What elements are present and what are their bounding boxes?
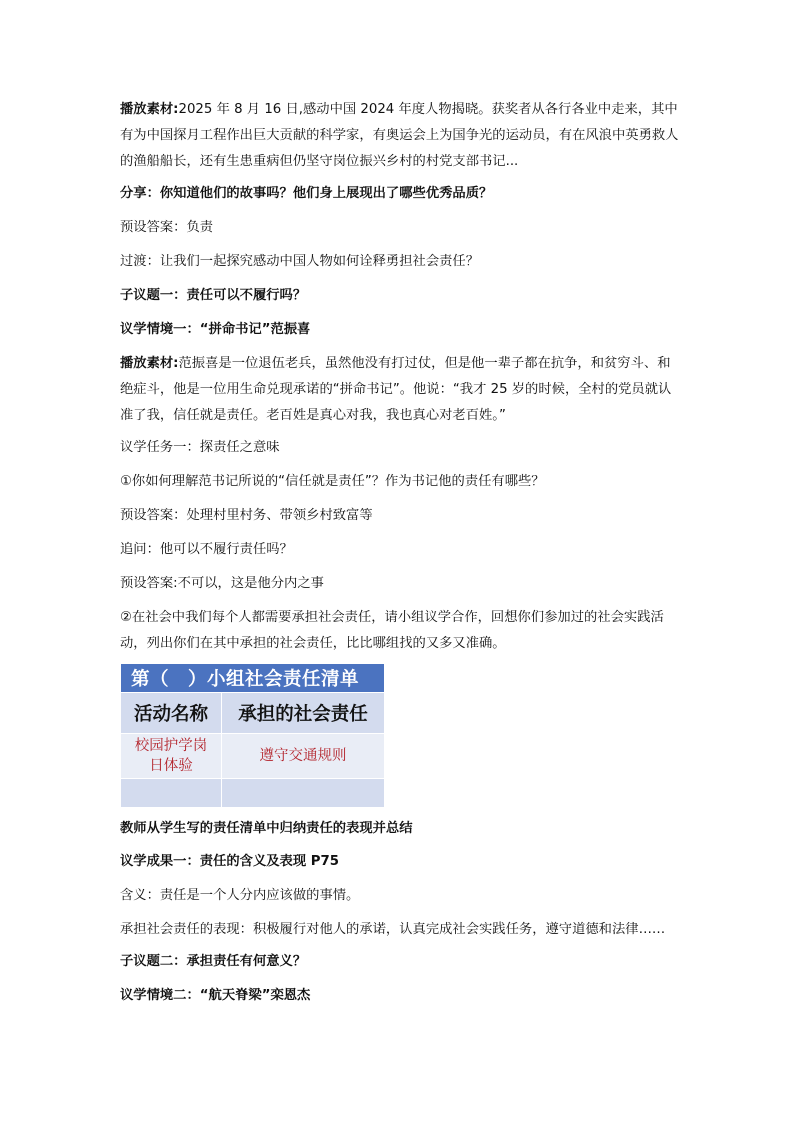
activity-line-2: 日体验 (149, 758, 193, 774)
transition-text: 过渡：让我们一起探究感动中国人物如何诠释勇担社会责任？ (120, 254, 480, 269)
document-body (120, 97, 680, 1017)
meaning-text: 含义：责任是一个人分内应该做的事情。 (120, 888, 360, 903)
scenario-2-heading: 议学情境二：“航天脊梁”栾恩杰 (120, 988, 311, 1003)
table-title: 第（ ）小组社会责任清单 (121, 664, 385, 693)
table-cell-responsibility: 遵守交通规则 (222, 734, 385, 779)
task-1-heading: 议学任务一：探责任之意味 (120, 440, 280, 455)
preset-answer-3: 预设答案:不可以，这是他分内之事 (120, 576, 324, 591)
responsibility-list-table (120, 663, 385, 808)
material-label: 播放素材: (120, 102, 179, 117)
material-label: 播放素材: (120, 356, 179, 371)
material-text: 2025 年 8 月 16 日,感动中国 2024 年度人物揭晓。获奖者从各行各业中走来，其中有为中国探月工程作出巨大贡献的科学家，有奥运会上为国争光的运动员，有在风浪中英勇救人的渔船船长，还有生患重病但仍坚守岗位振兴乡村的村党支部书记... (120, 102, 679, 169)
scenario-1-heading: 议学情境一：“拼命书记”范振喜 (120, 322, 311, 337)
sub-topic-2: 子议题二：承担责任有何意义？ (120, 954, 307, 969)
preset-answer-1: 预设答案：负责 (120, 220, 214, 235)
table-cell-empty (222, 779, 385, 808)
table-row-empty (121, 779, 385, 808)
sub-topic-1: 子议题一：责任可以不履行吗？ (120, 288, 307, 303)
question-2: ②在社会中我们每个人都需要承担社会责任，请小组议学合作，回想你们参加过的社会实践活动，列出你们在其中承担的社会责任，比比哪组找的又多又准确。 (120, 610, 664, 651)
table-header-activity: 活动名称 (121, 693, 222, 734)
material-text: 范振喜是一位退伍老兵，虽然他没有打过仗，但是他一辈子都在抗争，和贫穷斗、和绝症斗，他是一位用生命兑现承诺的“拼命书记”。他说：“我才 25 岁的时候，全村的党员就认准了我，信任就是责任。老百姓是真心对我，我也真心对老百姓。” (120, 356, 672, 423)
paragraph-material-2 (120, 351, 680, 429)
table-header-responsibility: 承担的社会责任 (222, 693, 385, 734)
table-cell-empty (121, 779, 222, 808)
preset-answer-2: 预设答案：处理村里村务、带领乡村致富等 (120, 508, 373, 523)
teacher-summary: 教师从学生写的责任清单中归纳责任的表现并总结 (120, 821, 413, 836)
share-question: 分享：你知道他们的故事吗？他们身上展现出了哪些优秀品质？ (120, 186, 493, 201)
follow-up-question: 追问：他可以不履行责任吗？ (120, 542, 293, 557)
manifestation-text: 承担社会责任的表现：积极履行对他人的承诺，认真完成社会实践任务，遵守道德和法律…… (120, 922, 666, 937)
result-1-heading: 议学成果一：责任的含义及表现 P75 (120, 854, 340, 869)
activity-line-1: 校园护学岗 (134, 738, 208, 754)
table-row (121, 734, 385, 779)
question-1: ①你如何理解范书记所说的“信任就是责任”？作为书记他的责任有哪些？ (120, 474, 545, 489)
table-cell-activity (121, 734, 222, 779)
paragraph-material-1 (120, 97, 680, 175)
